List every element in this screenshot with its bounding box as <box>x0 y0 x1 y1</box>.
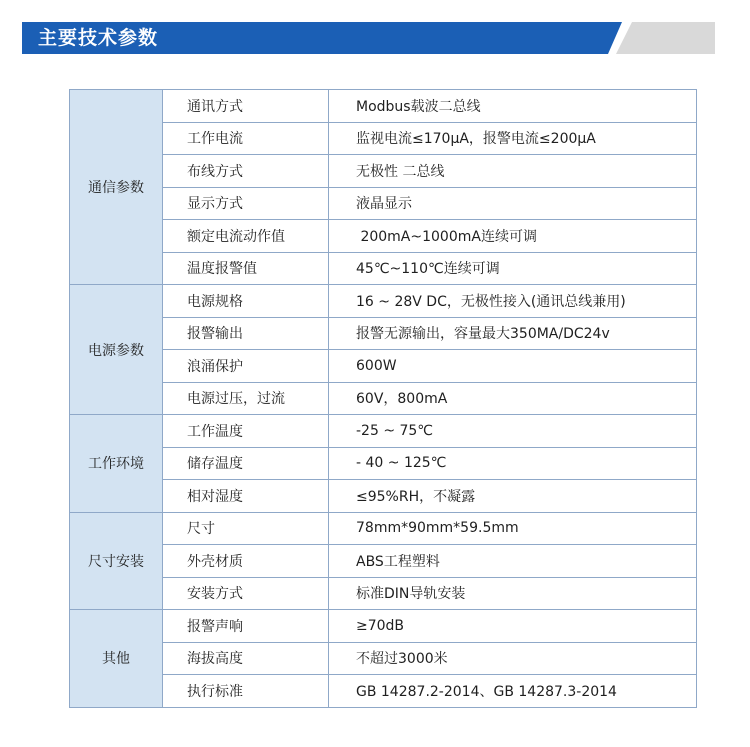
param-name: 报警输出 <box>163 317 329 350</box>
param-value: ≥70dB <box>329 610 697 643</box>
table-row <box>70 642 697 675</box>
param-value: 200mA~1000mA连续可调 <box>329 220 697 253</box>
table-row <box>70 317 697 350</box>
spec-table-body <box>70 90 697 708</box>
param-name: 显示方式 <box>163 187 329 220</box>
param-name: 额定电流动作值 <box>163 220 329 253</box>
group-label: 工作环境 <box>70 415 163 513</box>
param-name: 电源规格 <box>163 285 329 318</box>
table-row <box>70 155 697 188</box>
param-value: 78mm*90mm*59.5mm <box>329 512 697 545</box>
param-name: 布线方式 <box>163 155 329 188</box>
table-row <box>70 382 697 415</box>
table-row <box>70 187 697 220</box>
table-row <box>70 122 697 155</box>
table-row <box>70 610 697 643</box>
param-value: 报警无源输出，容量最大350MA/DC24v <box>329 317 697 350</box>
table-row <box>70 90 697 123</box>
table-row <box>70 675 697 708</box>
param-value: 600W <box>329 350 697 383</box>
param-name: 海拔高度 <box>163 642 329 675</box>
table-row <box>70 350 697 383</box>
table-row <box>70 447 697 480</box>
param-value: 60V，800mA <box>329 382 697 415</box>
param-value: GB 14287.2-2014、GB 14287.3-2014 <box>329 675 697 708</box>
table-row <box>70 577 697 610</box>
table-row <box>70 220 697 253</box>
param-name: 工作温度 <box>163 415 329 448</box>
param-name: 执行标准 <box>163 675 329 708</box>
param-value: 标准DIN导轨安装 <box>329 577 697 610</box>
banner-gray-band <box>616 22 715 54</box>
section-title: 主要技术参数 <box>38 27 159 49</box>
table-row <box>70 480 697 513</box>
group-label: 其他 <box>70 610 163 708</box>
param-name: 电源过压，过流 <box>163 382 329 415</box>
param-value: 无极性 二总线 <box>329 155 697 188</box>
param-value: Modbus载波二总线 <box>329 90 697 123</box>
param-name: 浪涌保护 <box>163 350 329 383</box>
param-value: 不超过3000米 <box>329 642 697 675</box>
group-label: 通信参数 <box>70 90 163 285</box>
table-row <box>70 285 697 318</box>
param-value: -25 ~ 75℃ <box>329 415 697 448</box>
group-label: 尺寸安装 <box>70 512 163 610</box>
param-name: 相对湿度 <box>163 480 329 513</box>
table-row <box>70 512 697 545</box>
table-row <box>70 415 697 448</box>
param-value: ABS工程塑料 <box>329 545 697 578</box>
param-value: 液晶显示 <box>329 187 697 220</box>
param-name: 外壳材质 <box>163 545 329 578</box>
param-value: 监视电流≤170μA，报警电流≤200μA <box>329 122 697 155</box>
spec-table <box>69 89 697 708</box>
section-header-banner <box>22 22 715 54</box>
param-value: 45℃~110℃连续可调 <box>329 252 697 285</box>
param-name: 温度报警值 <box>163 252 329 285</box>
param-value: ≤95%RH，不凝露 <box>329 480 697 513</box>
param-value: 16 ~ 28V DC，无极性接入(通讯总线兼用) <box>329 285 697 318</box>
param-name: 通讯方式 <box>163 90 329 123</box>
param-name: 报警声响 <box>163 610 329 643</box>
param-name: 储存温度 <box>163 447 329 480</box>
param-name: 尺寸 <box>163 512 329 545</box>
table-row <box>70 545 697 578</box>
group-label: 电源参数 <box>70 285 163 415</box>
param-value: - 40 ~ 125℃ <box>329 447 697 480</box>
table-row <box>70 252 697 285</box>
param-name: 安装方式 <box>163 577 329 610</box>
param-name: 工作电流 <box>163 122 329 155</box>
